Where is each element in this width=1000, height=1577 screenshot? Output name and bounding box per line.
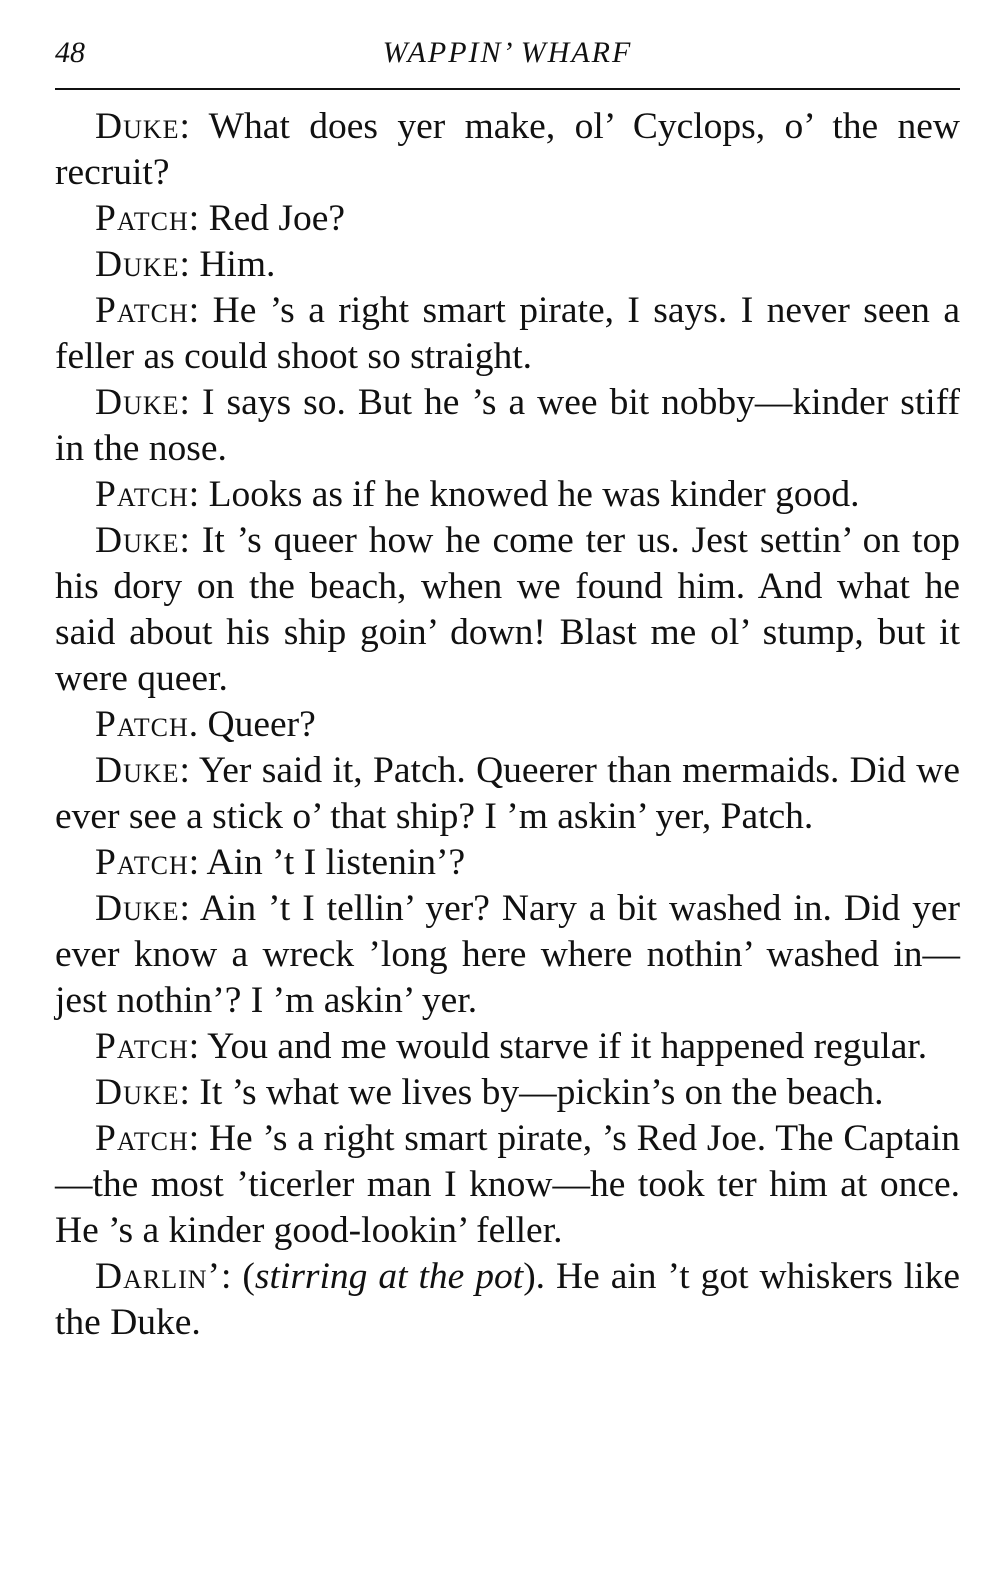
running-title: WAPPIN’ WHARF [382, 36, 633, 69]
speech-text: Ain ’t I listenin’? [199, 842, 466, 883]
speaker-name: Patch [95, 198, 189, 239]
speaker-name: Patch [95, 290, 189, 331]
speech-text: He ’s a right smart pirate, I says. I never seen a feller as could shoot so straight. [55, 290, 960, 377]
speaker-name: Darlin’ [95, 1256, 222, 1297]
speaker-separator: : [179, 244, 190, 285]
running-head [55, 28, 960, 84]
speech-patch-7 [55, 1116, 960, 1254]
speaker-separator: : [179, 382, 190, 423]
speaker-name: Duke [95, 520, 180, 561]
speech-patch-3 [55, 472, 960, 518]
speech-text: Red Joe? [199, 198, 345, 239]
speaker-name: Duke [95, 382, 180, 423]
speech-text: Yer said it, Patch. Queerer than mermaids. Did we ever see a stick o’ that ship? I ’m askin’ yer, Patch. [55, 750, 960, 837]
speech-duke-2 [55, 242, 960, 288]
stage-direction-close: ). [523, 1256, 546, 1297]
speaker-separator: : [188, 198, 200, 239]
page-number: 48 [55, 36, 85, 69]
speech-text: He ain ’t got whiskers like the Duke. [55, 1256, 960, 1343]
speaker-name: Patch [95, 474, 189, 515]
speaker-separator: : [221, 1256, 232, 1297]
speech-duke-6 [55, 886, 960, 1024]
speech-text: Him. [189, 244, 276, 285]
speaker-name: Duke [95, 888, 180, 929]
speech-duke-4 [55, 518, 960, 702]
speech-patch-2 [55, 288, 960, 380]
speech-text: It ’s queer how he come ter us. Jest settin’ on top his dory on the beach, when we found him. And what he said about his ship goin’ down! Blast me ol’ stump, but it were queer. [55, 520, 960, 699]
speech-patch-4 [55, 702, 960, 748]
speaker-separator: : [188, 474, 200, 515]
speaker-name: Duke [95, 1072, 180, 1113]
speaker-name: Duke [95, 750, 180, 791]
stage-direction-open: ( [231, 1256, 255, 1297]
speaker-separator: : [179, 520, 190, 561]
speech-text: Looks as if he knowed he was kinder good. [199, 474, 860, 515]
speech-duke-5 [55, 748, 960, 840]
speech-duke-1 [55, 104, 960, 196]
speaker-name: Duke [95, 244, 180, 285]
speaker-separator: : [179, 750, 190, 791]
speaker-name: Patch [95, 704, 189, 745]
speech-text: He ’s a right smart pirate, ’s Red Joe. The Captain—the most ’ticerler man I know—he took ter him at once. He ’s a kinder good-lookin’ feller. [55, 1118, 960, 1251]
speaker-name: Patch [95, 842, 189, 883]
speech-text: It ’s what we lives by—pickin’s on the beach. [189, 1072, 884, 1113]
dialogue-body [55, 104, 960, 1346]
stage-direction: stirring at the pot [254, 1256, 524, 1297]
speech-text: I says so. But he ’s a wee bit nobby—kinder stiff in the nose. [55, 382, 960, 469]
speech-duke-7 [55, 1070, 960, 1116]
book-page [55, 28, 960, 1346]
speaker-name: Patch [95, 1118, 189, 1159]
speaker-separator: : [188, 842, 200, 883]
speech-duke-3 [55, 380, 960, 472]
speaker-name: Patch [95, 1026, 189, 1067]
speech-text: What does yer make, ol’ Cyclops, o’ the new recruit? [55, 106, 960, 193]
speech-text: Queer? [198, 704, 316, 745]
speaker-separator: : [188, 290, 200, 331]
speech-text: Ain ’t I tellin’ yer? Nary a bit washed in. Did yer ever know a wreck ’long here where nothin’ washed in—jest nothin’? I ’m askin’ yer. [55, 888, 960, 1021]
speech-patch-5 [55, 840, 960, 886]
speaker-separator: . [188, 704, 199, 745]
speaker-separator: : [188, 1026, 200, 1067]
speaker-separator: : [188, 1118, 200, 1159]
speech-darlin-1 [55, 1254, 960, 1346]
speech-text: You and me would starve if it happened regular. [199, 1026, 928, 1067]
speaker-separator: : [179, 1072, 190, 1113]
speech-patch-6 [55, 1024, 960, 1070]
speaker-separator: : [179, 106, 190, 147]
header-rule [55, 88, 960, 90]
speech-patch-1 [55, 196, 960, 242]
speaker-separator: : [179, 888, 190, 929]
speaker-name: Duke [95, 106, 180, 147]
